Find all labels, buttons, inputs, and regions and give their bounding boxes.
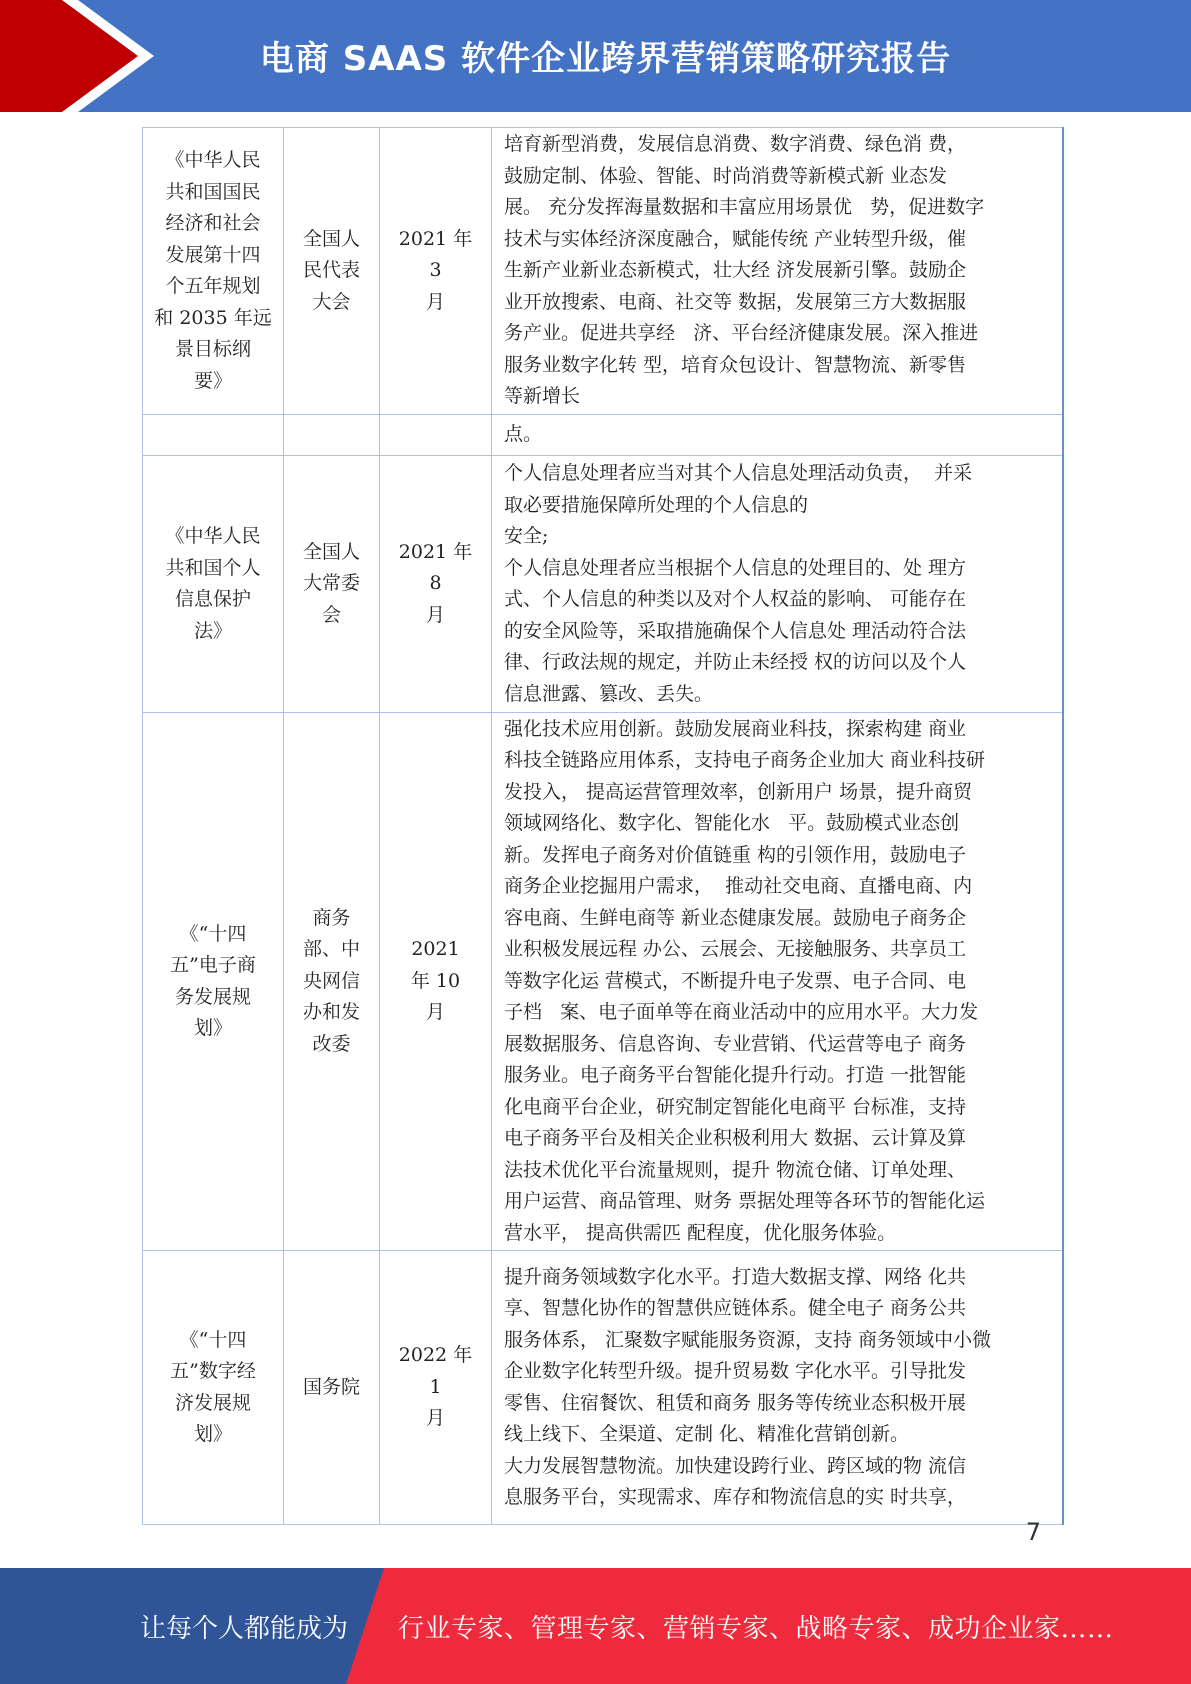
policy-content-cell	[492, 713, 1064, 1251]
cell-text-line: 共和国个人	[165, 556, 261, 579]
page-header	[0, 0, 1191, 112]
cell-text-line: 鼓励定制、体验、智能、时尚消费等新模式新 业态发	[504, 164, 948, 187]
table-row	[143, 713, 1064, 1251]
cell-text-line: 共和国国民	[165, 180, 261, 203]
cell-text-line: 服务业数字化转 型，培育众包设计、智慧物流、新零售	[504, 353, 967, 376]
policy-name-cell	[143, 415, 284, 456]
cell-text-line: 发展第十四	[165, 243, 261, 266]
cell-text-line: 经济和社会	[165, 212, 261, 234]
footer-slogan-left: 让每个人都能成为	[140, 1613, 349, 1644]
cell-text-line: 领域网络化、数字化、智能化水 平。鼓励模式业态创	[504, 812, 960, 835]
cell-text-line: 信息保护	[174, 588, 251, 610]
cell-text-line: 年 10	[410, 969, 461, 992]
policy-table-body	[143, 128, 1064, 1525]
cell-text-line: 安全;	[504, 525, 549, 547]
footer-slogan-right: 行业专家、管理专家、营销专家、战略专家、成功企业家……	[398, 1613, 1114, 1644]
cell-text-line: 服务体系， 汇聚数字赋能服务资源，支持 商务领域中小微	[504, 1328, 992, 1351]
cell-text-line: 营水平， 提高供需匹 配程度，优化服务体验。	[504, 1221, 897, 1244]
cell-text-line: 业开放搜索、电商、社交等 数据，发展第三方大数据服	[504, 290, 967, 313]
cell-text-line: 新。发挥电子商务对价值链重 构的引领作用，鼓励电子	[504, 843, 967, 866]
cell-text-line: 发投入， 提高运营管理效率，创新用户 场景，提升商贸	[504, 780, 973, 803]
cell-text-line: 会	[321, 603, 341, 626]
cell-text-line: 改委	[312, 1032, 351, 1055]
page-footer	[0, 1568, 1191, 1684]
header-red-chevron-graphic	[0, 0, 160, 112]
cell-text-line: 用户运营、商品管理、财务 票据处理等各环节的智能化运	[504, 1190, 986, 1213]
cell-text-line: 划》	[193, 1017, 232, 1039]
cell-text-line: 月	[425, 1407, 445, 1430]
table-row	[143, 456, 1064, 713]
cell-text-line: 提升商务领域数字化水平。打造大数据支撑、网络 化共	[504, 1265, 967, 1288]
cell-text-line: 享、智慧化协作的智慧供应链体系。健全电子 商务公共	[504, 1297, 967, 1319]
cell-text-line: 划》	[193, 1423, 232, 1445]
table-row	[143, 128, 1064, 415]
cell-text-line: 五”电子商	[170, 954, 256, 976]
cell-text-line: 务发展规	[174, 985, 251, 1008]
issuing-body-cell	[284, 713, 380, 1251]
cell-text-line: 个人信息处理者应当对其个人信息处理活动负责， 并采	[504, 462, 973, 484]
policy-content-cell	[492, 415, 1064, 456]
table-row	[143, 415, 1064, 456]
cell-text-line: 月	[425, 603, 445, 626]
policy-table-container	[142, 127, 1064, 1525]
cell-text-line: 法技术优化平台流量规则，提升 物流仓储、订单处理、	[504, 1158, 967, 1181]
cell-text-line: 商务	[312, 906, 351, 929]
cell-text-line: 《“十四	[179, 922, 247, 945]
policy-name-cell	[143, 1251, 284, 1525]
cell-text-line: 《中华人民	[165, 149, 261, 171]
cell-text-line: 生新产业新业态新模式，壮大经 济发展新引擎。鼓励企	[504, 259, 967, 282]
cell-text-line: 电子商务平台及相关企业积极利用大 数据、云计算及算	[504, 1127, 967, 1150]
cell-text-line: 法》	[193, 619, 232, 642]
policy-content-cell	[492, 128, 1064, 415]
cell-text-line: 2021	[411, 938, 460, 961]
cell-text-line: 大力发展智慧物流。加快建设跨行业、跨区域的物 流信	[504, 1454, 967, 1477]
cell-text-line: 济发展规	[174, 1391, 251, 1414]
cell-text-line: 科技全链路应用体系，支持电子商务企业加大 商业科技研	[504, 749, 986, 772]
cell-text-line: 全国人	[302, 540, 360, 563]
cell-text-line: 信息泄露、篡改、丢失。	[504, 682, 714, 705]
cell-text-line: 式、个人信息的种类以及对个人权益的影响、 可能存在	[504, 588, 967, 610]
issue-date-cell	[380, 1251, 492, 1525]
cell-text-line: 技术与实体经济深度融合，赋能传统 产业转型升级，催	[504, 227, 967, 250]
cell-text-line: 息服务平台，实现需求、库存和物流信息的实 时共享，	[504, 1486, 967, 1508]
cell-text-line: 2021 年 3	[398, 227, 473, 282]
cell-text-line: 展。 充分发挥海量数据和丰富应用场景优 势，促进数字	[504, 196, 985, 219]
cell-text-line: 办和发	[302, 1001, 360, 1024]
policy-name-cell	[143, 128, 284, 415]
policy-content-cell	[492, 456, 1064, 713]
issuing-body-cell	[284, 1251, 380, 1525]
cell-text-line: 和 2035 年远	[154, 306, 272, 329]
issue-date-cell	[380, 128, 492, 415]
cell-text-line: 部、中	[302, 938, 360, 961]
issue-date-cell	[380, 456, 492, 713]
cell-text-line: 等新增长	[504, 385, 581, 408]
cell-text-line: 企业数字化转型升级。提升贸易数 字化水平。引导批发	[504, 1360, 967, 1382]
cell-text-line: 展数据服务、信息咨询、专业营销、代运营等电子 商务	[504, 1032, 967, 1055]
cell-text-line: 大会	[312, 290, 351, 313]
cell-text-line: 的安全风险等，采取措施确保个人信息处 理活动符合法	[504, 619, 967, 642]
cell-text-line: 个五年规划	[165, 275, 261, 297]
cell-text-line: 月	[425, 290, 445, 313]
issuing-body-cell	[284, 415, 380, 456]
cell-text-line: 零售、住宿餐饮、租赁和商务 服务等传统业态积极开展	[504, 1391, 967, 1414]
cell-text-line: 取必要措施保障所处理的个人信息的	[504, 493, 809, 516]
cell-text-line: 商务企业挖掘用户需求， 推动社交电商、直播电商、内	[504, 875, 973, 898]
cell-text-line: 服务业。电子商务平台智能化提升行动。打造 一批智能	[504, 1064, 967, 1087]
cell-text-line: 《“十四	[179, 1328, 247, 1351]
cell-text-line: 个人信息处理者应当根据个人信息的处理目的、处 理方	[504, 556, 967, 579]
cell-text-line: 大常委	[302, 572, 360, 595]
cell-text-line: 容电商、生鲜电商等 新业态健康发展。鼓励电子商务企	[504, 906, 967, 929]
cell-text-line: 五”数字经	[170, 1360, 256, 1382]
document-title: 电商 SAAS 软件企业跨界营销策略研究报告	[259, 38, 952, 79]
cell-text-line: 2021 年 8	[398, 540, 473, 595]
cell-text-line: 月	[425, 1001, 445, 1024]
cell-text-line: 务产业。促进共享经 济、平台经济健康发展。深入推进	[504, 322, 979, 345]
cell-text-line: 央网信	[302, 969, 360, 992]
cell-text-line: 民代表	[302, 259, 360, 282]
cell-text-line: 强化技术应用创新。鼓励发展商业科技，探索构建 商业	[504, 717, 967, 740]
cell-text-line: 点。	[504, 423, 543, 446]
cell-text-line: 子档 案、电子面单等在商业活动中的应用水平。大力发	[504, 1001, 979, 1024]
cell-text-line: 2022 年 1	[398, 1344, 473, 1398]
cell-text-line: 国务院	[302, 1375, 360, 1398]
policy-content-cell	[492, 1251, 1064, 1525]
issuing-body-cell	[284, 128, 380, 415]
cell-text-line: 律、行政法规的规定，并防止未经授 权的访问以及个人	[504, 651, 967, 673]
cell-text-line: 化电商平台企业，研究制定智能化电商平 台标准，支持	[504, 1095, 967, 1118]
table-row	[143, 1251, 1064, 1525]
cell-text-line: 线上线下、全渠道、定制 化、精准化营销创新。	[504, 1423, 910, 1445]
cell-text-line: 景目标纲	[174, 338, 251, 360]
issue-date-cell	[380, 713, 492, 1251]
cell-text-line: 培育新型消费，发展信息消费、数字消费、绿色消 费，	[504, 133, 967, 156]
cell-text-line: 要》	[193, 369, 232, 392]
cell-text-line: 《中华人民	[165, 525, 261, 547]
policy-name-cell	[143, 456, 284, 713]
policy-name-cell	[143, 713, 284, 1251]
issue-date-cell	[380, 415, 492, 456]
cell-text-line: 等数字化运 营模式，不断提升电子发票、电子合同、电	[504, 969, 967, 992]
page-number: 7	[1025, 1518, 1041, 1546]
issuing-body-cell	[284, 456, 380, 713]
cell-text-line: 全国人	[302, 227, 360, 250]
cell-text-line: 业积极发展远程 办公、云展会、无接触服务、共享员工	[504, 938, 967, 961]
policy-table	[142, 127, 1064, 1525]
